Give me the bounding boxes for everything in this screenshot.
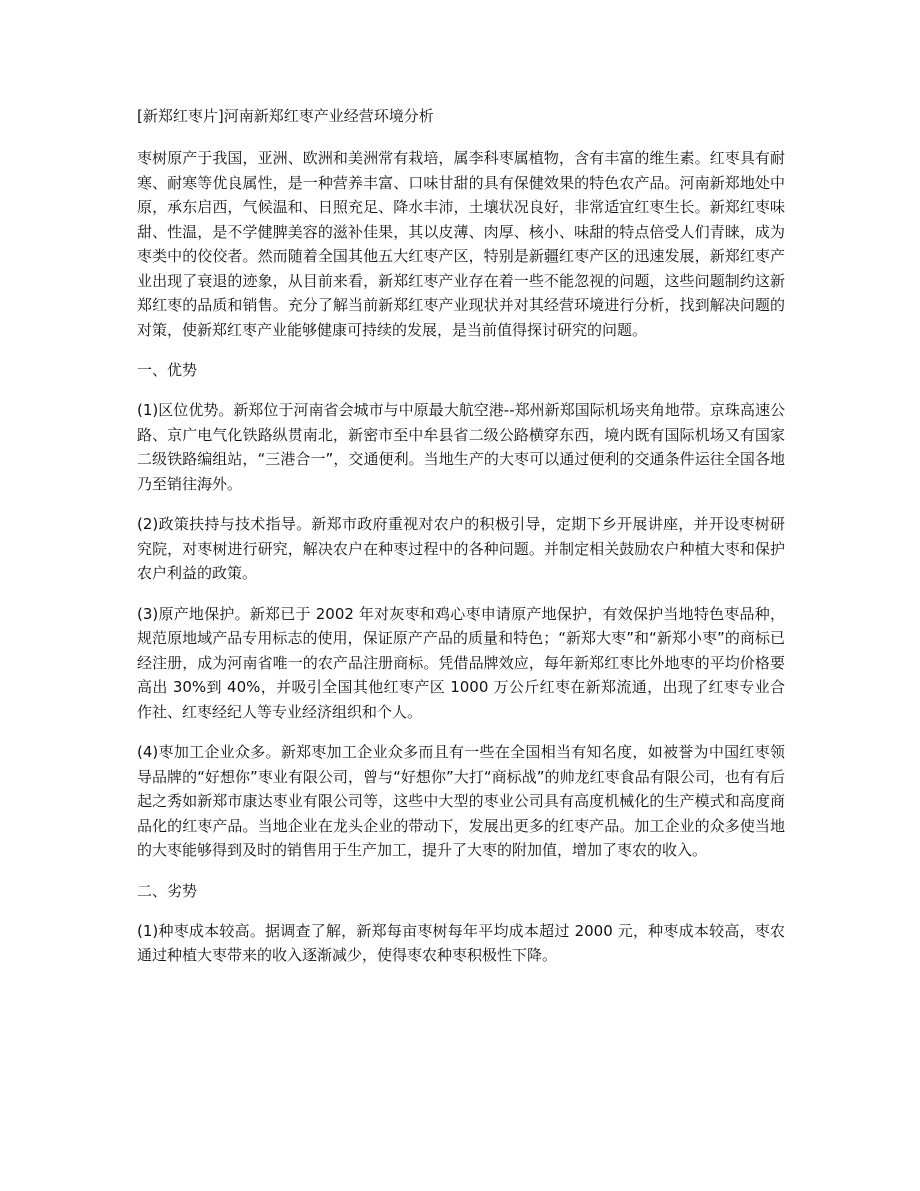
disadvantage-cost: (1)种枣成本较高。据调查了解，新郑每亩枣树每年平均成本超过 2000 元，种枣成本较高，枣农通过种植大枣带来的收入逐渐减少，使得枣农种枣积极性下降。 <box>137 921 785 964</box>
document-page <box>137 104 785 984</box>
document-title: [新郑红枣片]河南新郑红枣产业经营环境分析 <box>137 107 434 125</box>
advantage-origin-protection: (3)原产地保护。新郑已于 2002 年对灰枣和鸡心枣申请原产地保护，有效保护当地特色枣品种，规范原地域产品专用标志的使用，保证原产产品的质量和特色；“新郑大枣”和“新郑小枣”的商标已经注册，成为河南省唯一的农产品注册商标。凭借品牌效应，每年新郑红枣比外地枣的平均价格要高出 30%到 40%，并吸引全国其他红枣产区 1000 万公斤红枣在新郑流通，出现了红枣专业合作社、红枣经纪人等专业经济组织和个人。 <box>137 604 785 721</box>
advantage-location: (1)区位优势。新郑位于河南省会城市与中原最大航空港--郑州新郑国际机场夹角地带。京珠高速公路、京广电气化铁路纵贯南北，新密市至中牟县省二级公路横穿东西，境内既有国际机场又有国家二级铁路编组站，“三港合一”，交通便利。当地生产的大枣可以通过便利的交通条件运往全国各地乃至销往海外。 <box>137 401 785 493</box>
intro-paragraph: 枣树原产于我国，亚洲、欧洲和美洲常有栽培，属李科枣属植物，含有丰富的维生素。红枣具有耐寒、耐寒等优良属性，是一种营养丰富、口味甘甜的具有保健效果的特色农产品。河南新郑地处中原，承东启西，气候温和、日照充足、降水丰沛，土壤状况良好，非常适宜红枣生长。新郑红枣味甜、性温，是不学健脾美容的滋补佳果，其以皮薄、肉厚、核小、味甜的特点倍受人们青睐，成为枣类中的佼佼者。然而随着全国其他五大红枣产区，特别是新疆红枣产区的迅速发展，新郑红枣产业出现了衰退的迹象，从目前来看，新郑红枣产业存在着一些不能忽视的问题，这些问题制约这新郑红枣的品质和销售。充分了解当前新郑红枣产业现状并对其经营环境进行分析，找到解决问题的对策，使新郑红枣产业能够健康可持续的发展，是当前值得探讨研究的问题。 <box>137 149 785 339</box>
advantage-policy: (2)政策扶持与技术指导。新郑市政府重视对农户的积极引导，定期下乡开展讲座，并开设枣树研究院，对枣树进行研究，解决农户在种枣过程中的各种问题。并制定相关鼓励农户种植大枣和保护农户利益的政策。 <box>137 515 785 582</box>
section-heading-disadvantages: 二、劣势 <box>137 881 198 900</box>
section-heading-advantages: 一、优势 <box>137 361 198 379</box>
advantage-processing-enterprises: (4)枣加工企业众多。新郑枣加工企业众多而且有一些在全国相当有知名度，如被誉为中国红枣领导品牌的“好想你”枣业有限公司，曾与“好想你”大打“商标战”的帅龙红枣食品有限公司，也有有后起之秀如新郑市康达枣业有限公司等，这些中大型的枣业公司具有高度机械化的生产模式和高度商品化的红枣产品。当地企业在龙头企业的带动下，发展出更多的红枣产品。加工企业的众多使当地的大枣能够得到及时的销售用于生产加工，提升了大枣的附加值，增加了枣农的收入。 <box>137 743 785 859</box>
